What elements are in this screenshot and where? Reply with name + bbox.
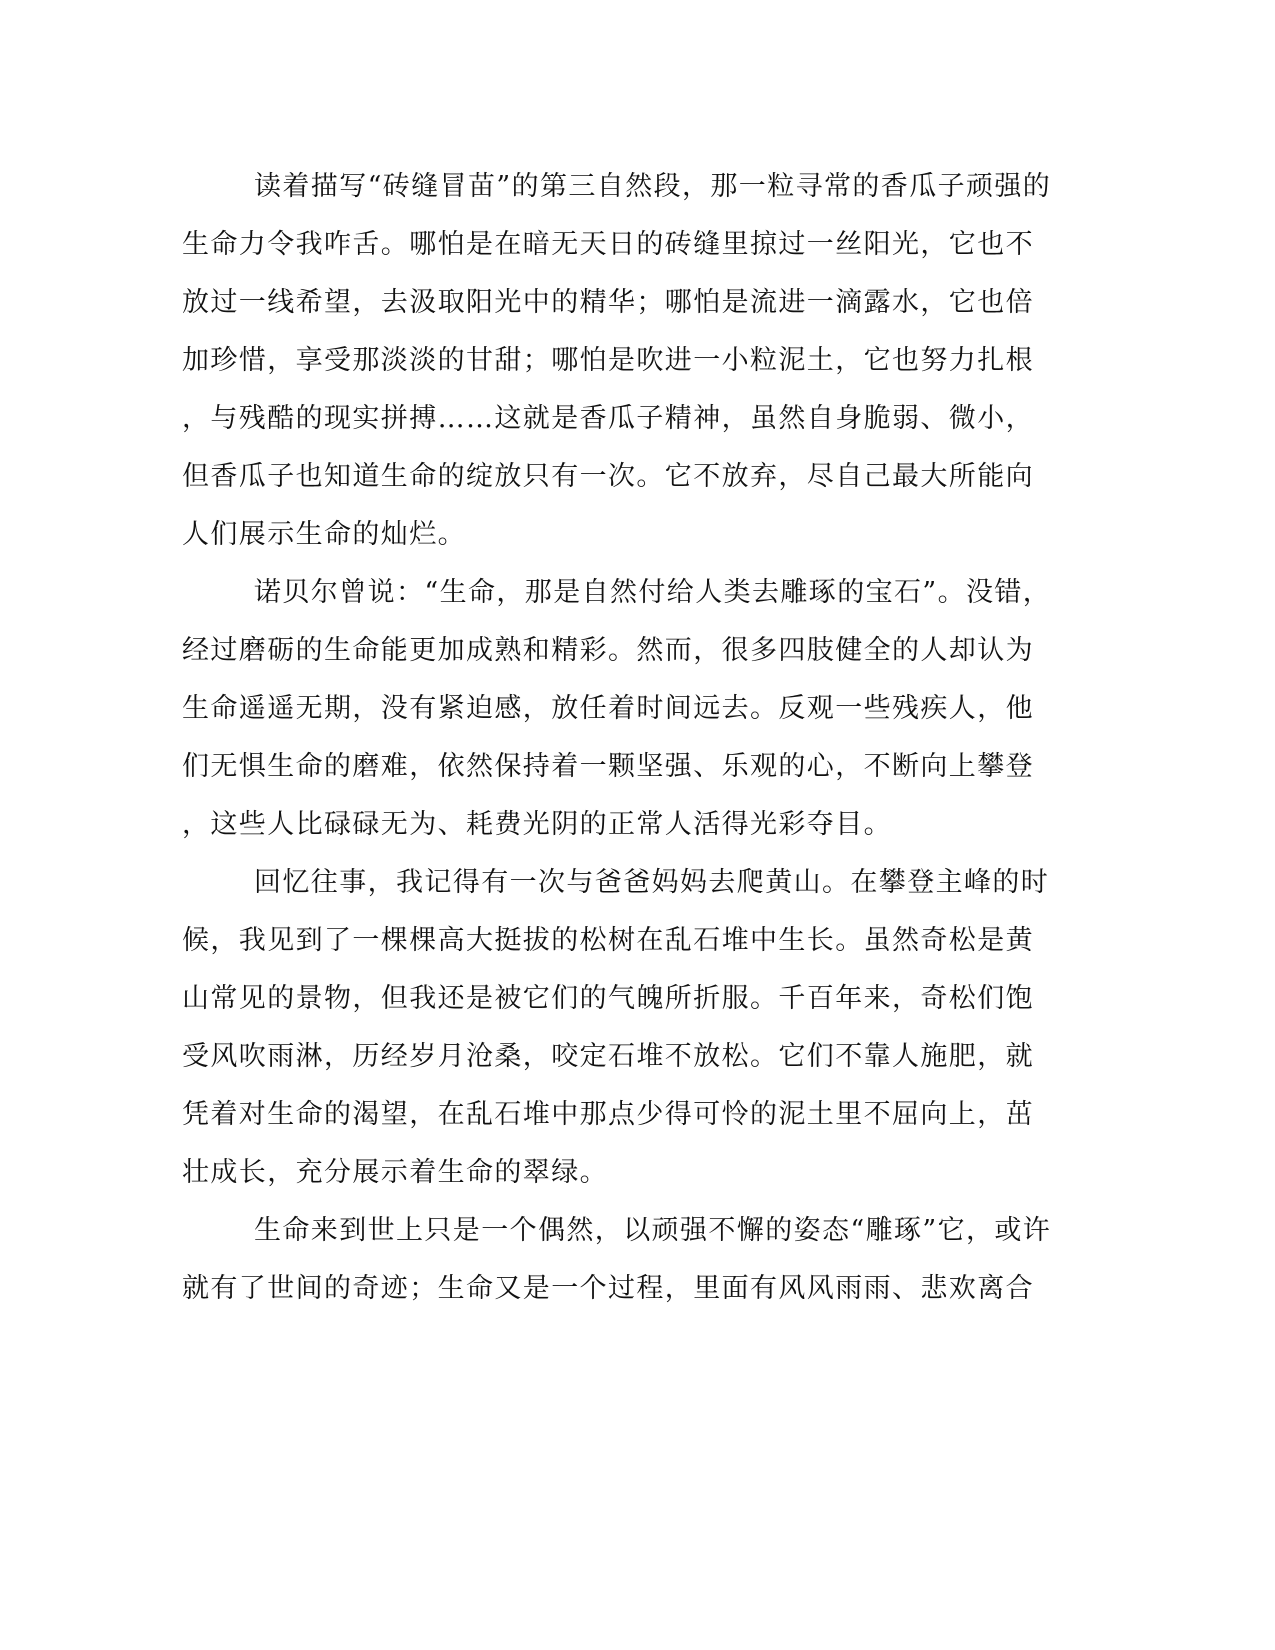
text-line: 生命遥遥无期，没有紧迫感，放任着时间远去。反观一些残疾人，他 <box>182 693 1034 724</box>
text-line: 壮成长，充分展示着生命的翠绿。 <box>182 1157 608 1188</box>
text-line: 就有了世间的奇迹；生命又是一个过程，里面有风风雨雨、悲欢离合 <box>182 1273 1034 1304</box>
paragraph-2 <box>182 564 1052 854</box>
text-line: 但香瓜子也知道生命的绽放只有一次。它不放弃，尽自己最大所能向 <box>182 461 1034 492</box>
text-line: 们无惧生命的磨难，依然保持着一颗坚强、乐观的心，不断向上攀登 <box>182 751 1034 782</box>
text-line: 凭着对生命的渴望，在乱石堆中那点少得可怜的泥土里不屈向上，茁 <box>182 1099 1034 1130</box>
body-text <box>182 158 1052 1318</box>
text-line: ，这些人比碌碌无为、耗费光阴的正常人活得光彩夺目。 <box>182 809 892 840</box>
text-line: 候，我见到了一棵棵高大挺拔的松树在乱石堆中生长。虽然奇松是黄 <box>182 925 1034 956</box>
text-line: 回忆往事，我记得有一次与爸爸妈妈去爬黄山。在攀登主峰的时 <box>254 867 1050 898</box>
text-line: 生命来到世上只是一个偶然，以顽强不懈的姿态“雕琢”它，或许 <box>254 1215 1052 1246</box>
text-line: 加珍惜，享受那淡淡的甘甜；哪怕是吹进一小粒泥土，它也努力扎根 <box>182 345 1034 376</box>
text-line: 山常见的景物，但我还是被它们的气魄所折服。千百年来，奇松们饱 <box>182 983 1034 1014</box>
paragraph-1 <box>182 158 1052 564</box>
text-line: ，与残酷的现实拼搏……这就是香瓜子精神，虽然自身脆弱、微小， <box>182 403 1034 434</box>
text-line: 人们展示生命的灿烂。 <box>182 519 466 550</box>
text-line: 经过磨砺的生命能更加成熟和精彩。然而，很多四肢健全的人却认为 <box>182 635 1034 666</box>
paragraph-3 <box>182 854 1050 1202</box>
text-line: 放过一线希望，去汲取阳光中的精华；哪怕是流进一滴露水，它也倍 <box>182 287 1034 318</box>
paragraph-4 <box>182 1202 1052 1318</box>
text-line: 诺贝尔曾说：“生命，那是自然付给人类去雕琢的宝石”。没错， <box>254 577 1052 608</box>
text-line: 生命力令我咋舌。哪怕是在暗无天日的砖缝里掠过一丝阳光，它也不 <box>182 229 1034 260</box>
text-line: 受风吹雨淋，历经岁月沧桑，咬定石堆不放松。它们不靠人施肥，就 <box>182 1041 1034 1072</box>
text-line: 读着描写“砖缝冒苗”的第三自然段，那一粒寻常的香瓜子顽强的 <box>254 171 1052 202</box>
